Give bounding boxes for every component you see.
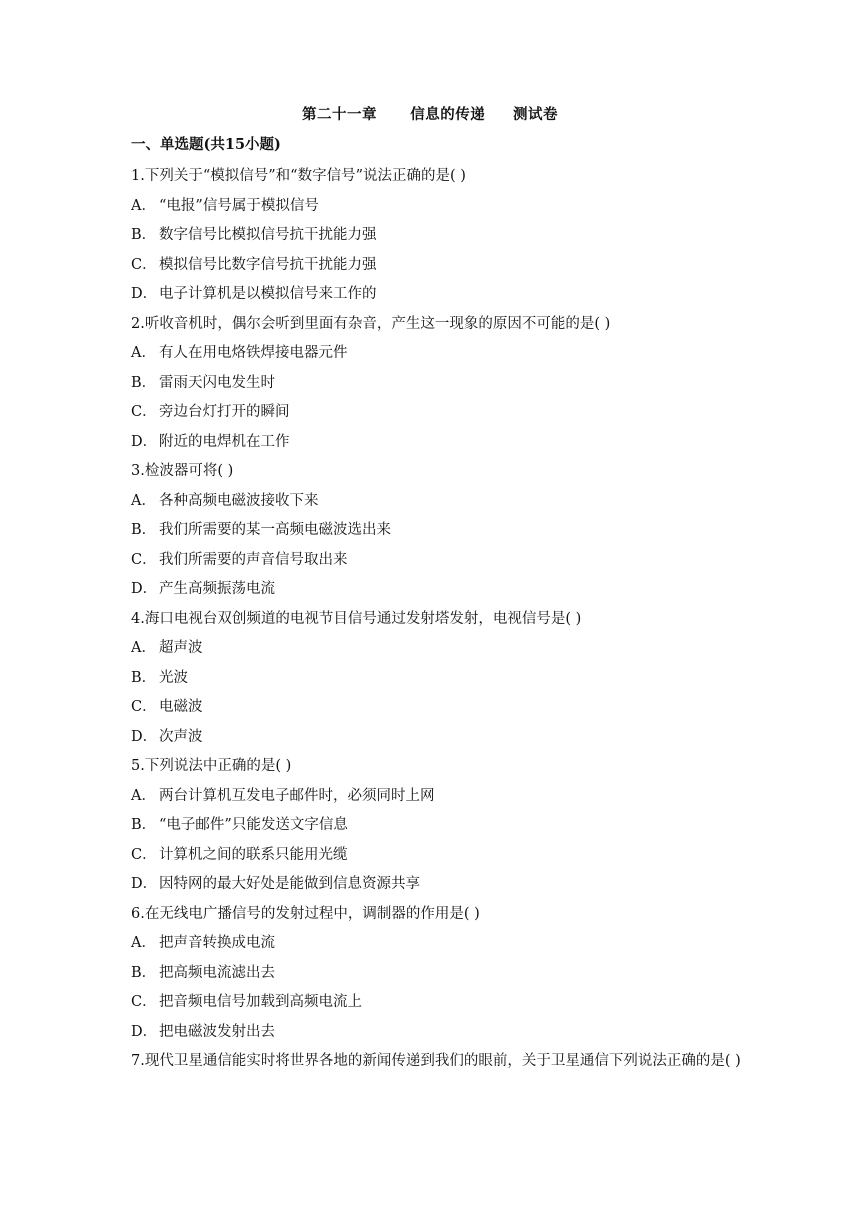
question-stem: 4.海口电视台双创频道的电视节目信号通过发射塔发射，电视信号是( ) bbox=[131, 610, 582, 627]
option-c bbox=[131, 251, 741, 281]
question-item bbox=[131, 1047, 741, 1077]
option-letter: C． bbox=[131, 404, 157, 420]
option-letter: A． bbox=[131, 492, 156, 509]
question-stem: 1.下列关于“模拟信号”和“数字信号”说法正确的是( ) bbox=[131, 168, 466, 184]
option-a bbox=[131, 487, 741, 517]
question-item bbox=[131, 162, 741, 310]
question-stem: 6.在无线电广播信号的发射过程中，调制器的作用是( ) bbox=[131, 905, 480, 922]
option-text: 把电磁波发射出去 bbox=[159, 1023, 275, 1040]
option-b bbox=[131, 959, 741, 989]
option-c bbox=[131, 398, 741, 428]
option-d bbox=[131, 1018, 741, 1048]
option-a bbox=[131, 339, 741, 369]
option-letter: B． bbox=[131, 817, 157, 833]
option-b bbox=[131, 811, 741, 841]
option-letter: A． bbox=[131, 935, 156, 951]
option-letter: C． bbox=[131, 699, 157, 715]
option-letter: D． bbox=[131, 1023, 158, 1040]
option-text: 超声波 bbox=[159, 640, 203, 656]
option-text: 我们所需要的声音信号取出来 bbox=[159, 551, 348, 568]
option-text: 把声音转换成电流 bbox=[159, 935, 275, 951]
option-a bbox=[131, 929, 741, 959]
option-text: “电子邮件”只能发送文字信息 bbox=[159, 817, 348, 833]
option-text: 两台计算机互发电子邮件时，必须同时上网 bbox=[159, 787, 435, 804]
option-text: 产生高频振荡电流 bbox=[159, 581, 275, 597]
option-text: 各种高频电磁波接收下来 bbox=[159, 492, 319, 509]
option-b bbox=[131, 369, 741, 399]
option-text: 次声波 bbox=[159, 728, 203, 745]
option-letter: A． bbox=[131, 640, 156, 656]
question-stem: 3.检波器可将( ) bbox=[131, 463, 234, 479]
question-item bbox=[131, 457, 741, 605]
section-heading: 一、单选题(共15小题) bbox=[131, 136, 281, 153]
question-stem: 7.现代卫星通信能实时将世界各地的新闻传递到我们的眼前，关于卫星通信下列说法正确的是( ) bbox=[131, 1053, 741, 1069]
option-text: “电报”信号属于模拟信号 bbox=[159, 197, 319, 214]
option-letter: C． bbox=[131, 551, 157, 568]
option-letter: C． bbox=[131, 256, 157, 273]
option-c bbox=[131, 988, 741, 1018]
option-b bbox=[131, 516, 741, 546]
option-text: 电磁波 bbox=[159, 699, 203, 715]
question-stem: 2.听收音机时，偶尔会听到里面有杂音，产生这一现象的原因不可能的是( ) bbox=[131, 315, 611, 332]
option-letter: B． bbox=[131, 522, 157, 538]
option-letter: C． bbox=[131, 994, 157, 1010]
option-d bbox=[131, 428, 741, 458]
option-c bbox=[131, 841, 741, 871]
option-letter: D． bbox=[131, 728, 158, 745]
question-item bbox=[131, 310, 741, 458]
option-d bbox=[131, 575, 741, 605]
option-d bbox=[131, 723, 741, 753]
option-d bbox=[131, 280, 741, 310]
option-letter: B． bbox=[131, 374, 157, 391]
option-b bbox=[131, 664, 741, 694]
option-text: 光波 bbox=[159, 669, 188, 686]
option-letter: C． bbox=[131, 846, 157, 863]
option-letter: A． bbox=[131, 787, 156, 804]
option-letter: D． bbox=[131, 581, 158, 597]
option-text: 电子计算机是以模拟信号来工作的 bbox=[159, 286, 377, 302]
option-letter: D． bbox=[131, 433, 158, 450]
option-c bbox=[131, 546, 741, 576]
option-text: 模拟信号比数字信号抗干扰能力强 bbox=[159, 256, 377, 273]
option-text: 附近的电焊机在工作 bbox=[159, 433, 290, 450]
option-text: 旁边台灯打开的瞬间 bbox=[159, 404, 290, 420]
option-text: 雷雨天闪电发生时 bbox=[159, 374, 275, 391]
option-text: 把音频电信号加载到高频电流上 bbox=[159, 994, 362, 1010]
option-text: 我们所需要的某一高频电磁波选出来 bbox=[159, 522, 391, 538]
option-b bbox=[131, 221, 741, 251]
option-letter: D． bbox=[131, 876, 158, 892]
option-text: 数字信号比模拟信号抗干扰能力强 bbox=[159, 227, 377, 243]
option-text: 因特网的最大好处是能做到信息资源共享 bbox=[159, 876, 420, 892]
option-a bbox=[131, 192, 741, 222]
option-text: 计算机之间的联系只能用光缆 bbox=[159, 846, 348, 863]
option-text: 把高频电流滤出去 bbox=[159, 964, 275, 981]
question-stem: 5.下列说法中正确的是( ) bbox=[131, 758, 292, 774]
option-letter: A． bbox=[131, 197, 156, 214]
question-item bbox=[131, 605, 741, 753]
option-text: 有人在用电烙铁焊接电器元件 bbox=[159, 345, 348, 361]
option-letter: B． bbox=[131, 669, 157, 686]
option-c bbox=[131, 693, 741, 723]
document-title: 第二十一章 信息的传递 测试卷 bbox=[301, 106, 559, 123]
option-letter: B． bbox=[131, 964, 157, 981]
question-list bbox=[131, 162, 741, 1077]
question-item bbox=[131, 900, 741, 1048]
option-a bbox=[131, 782, 741, 812]
option-letter: D． bbox=[131, 286, 158, 302]
option-letter: A． bbox=[131, 345, 156, 361]
option-letter: B． bbox=[131, 227, 157, 243]
question-item bbox=[131, 752, 741, 900]
option-d bbox=[131, 870, 741, 900]
option-a bbox=[131, 634, 741, 664]
